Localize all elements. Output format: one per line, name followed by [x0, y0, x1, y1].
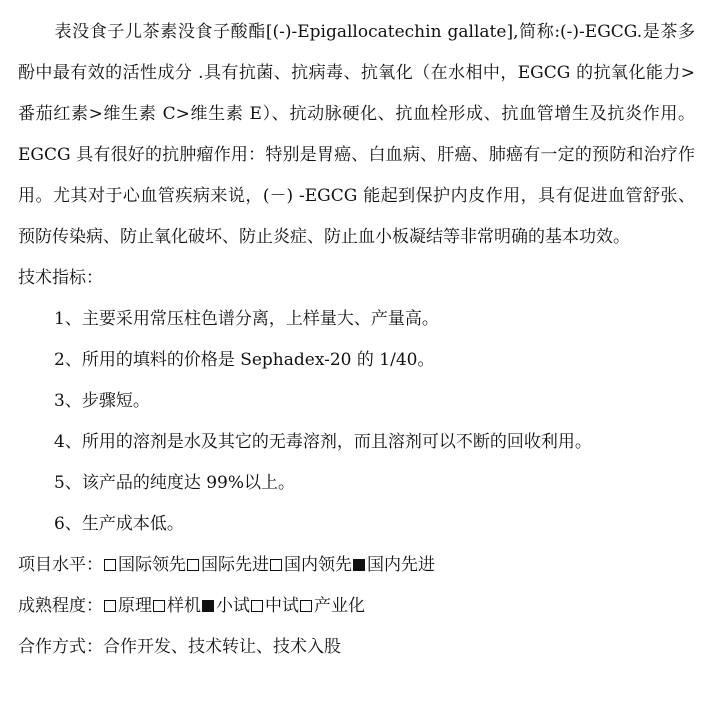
maturity-option-2: [152, 596, 201, 616]
checkbox-icon: [104, 559, 116, 571]
cooperation-label: 合作方式：: [18, 637, 103, 657]
checkbox-icon: [251, 600, 263, 612]
cooperation-value: 合作开发、技术转让、技术入股: [103, 637, 341, 657]
cooperation-line: [18, 627, 695, 668]
maturity-option-label: 样机: [167, 596, 201, 616]
checkbox-checked-icon: [202, 600, 214, 612]
level-option-label: 国内领先: [284, 555, 352, 575]
maturity-option-label: 中试: [265, 596, 299, 616]
tech-item-3: 3、步骤短。: [54, 391, 150, 411]
level-option-4: [352, 555, 435, 575]
level-option-label: 国际领先: [118, 555, 186, 575]
tech-item-1: 1、主要采用常压柱色谱分离，上样量大、产量高。: [54, 309, 439, 329]
tech-item-4: 4、所用的溶剂是水及其它的无毒溶剂，而且溶剂可以不断的回收利用。: [54, 432, 592, 452]
project-level-line: [18, 545, 695, 586]
tech-item-6: 6、生产成本低。: [54, 514, 184, 534]
maturity-option-3: [201, 596, 250, 616]
maturity-option-1: [103, 596, 152, 616]
maturity-option-label: 产业化: [314, 596, 365, 616]
maturity-option-5: [299, 596, 365, 616]
maturity-option-4: [250, 596, 299, 616]
checkbox-icon: [104, 600, 116, 612]
checkbox-icon: [300, 600, 312, 612]
level-option-label: 国际先进: [201, 555, 269, 575]
checkbox-icon: [153, 600, 165, 612]
level-option-2: [186, 555, 269, 575]
maturity-line: [18, 586, 695, 627]
tech-heading: 技术指标：: [18, 268, 103, 288]
maturity-label: 成熟程度：: [18, 596, 103, 616]
level-option-label: 国内先进: [367, 555, 435, 575]
level-option-3: [269, 555, 352, 575]
checkbox-icon: [270, 559, 282, 571]
checkbox-icon: [187, 559, 199, 571]
description-paragraph: 表没食子儿茶素没食子酸酯[(-)-Epigallocatechin gallate],简称:(-)-EGCG.是茶多酚中最有效的活性成分 .具有抗菌、抗病毒、抗氧化（在水相中，EGCG 的抗氧化能力>番茄红素>维生素 C>维生素 E）、抗动脉硬化、抗血栓形成、抗血管增生及抗炎作用。EGCG 具有很好的抗肿瘤作用：特别是胃癌、白血病、肝癌、肺癌有一定的预防和治疗作用。尤其对于心血管疾病来说，(－) -EGCG 能起到保护内皮作用，具有促进血管舒张、预防传染病、防止氧化破坏、防止炎症、防止血小板凝结等非常明确的基本功效。: [18, 22, 695, 247]
level-option-1: [103, 555, 186, 575]
maturity-option-label: 原理: [118, 596, 152, 616]
tech-list: [18, 299, 695, 545]
tech-item-5: 5、该产品的纯度达 99%以上。: [54, 473, 296, 493]
tech-item-2: 2、所用的填料的价格是 Sephadex-20 的 1/40。: [54, 350, 435, 370]
checkbox-checked-icon: [353, 559, 365, 571]
project-level-label: 项目水平：: [18, 555, 103, 575]
maturity-option-label: 小试: [216, 596, 250, 616]
